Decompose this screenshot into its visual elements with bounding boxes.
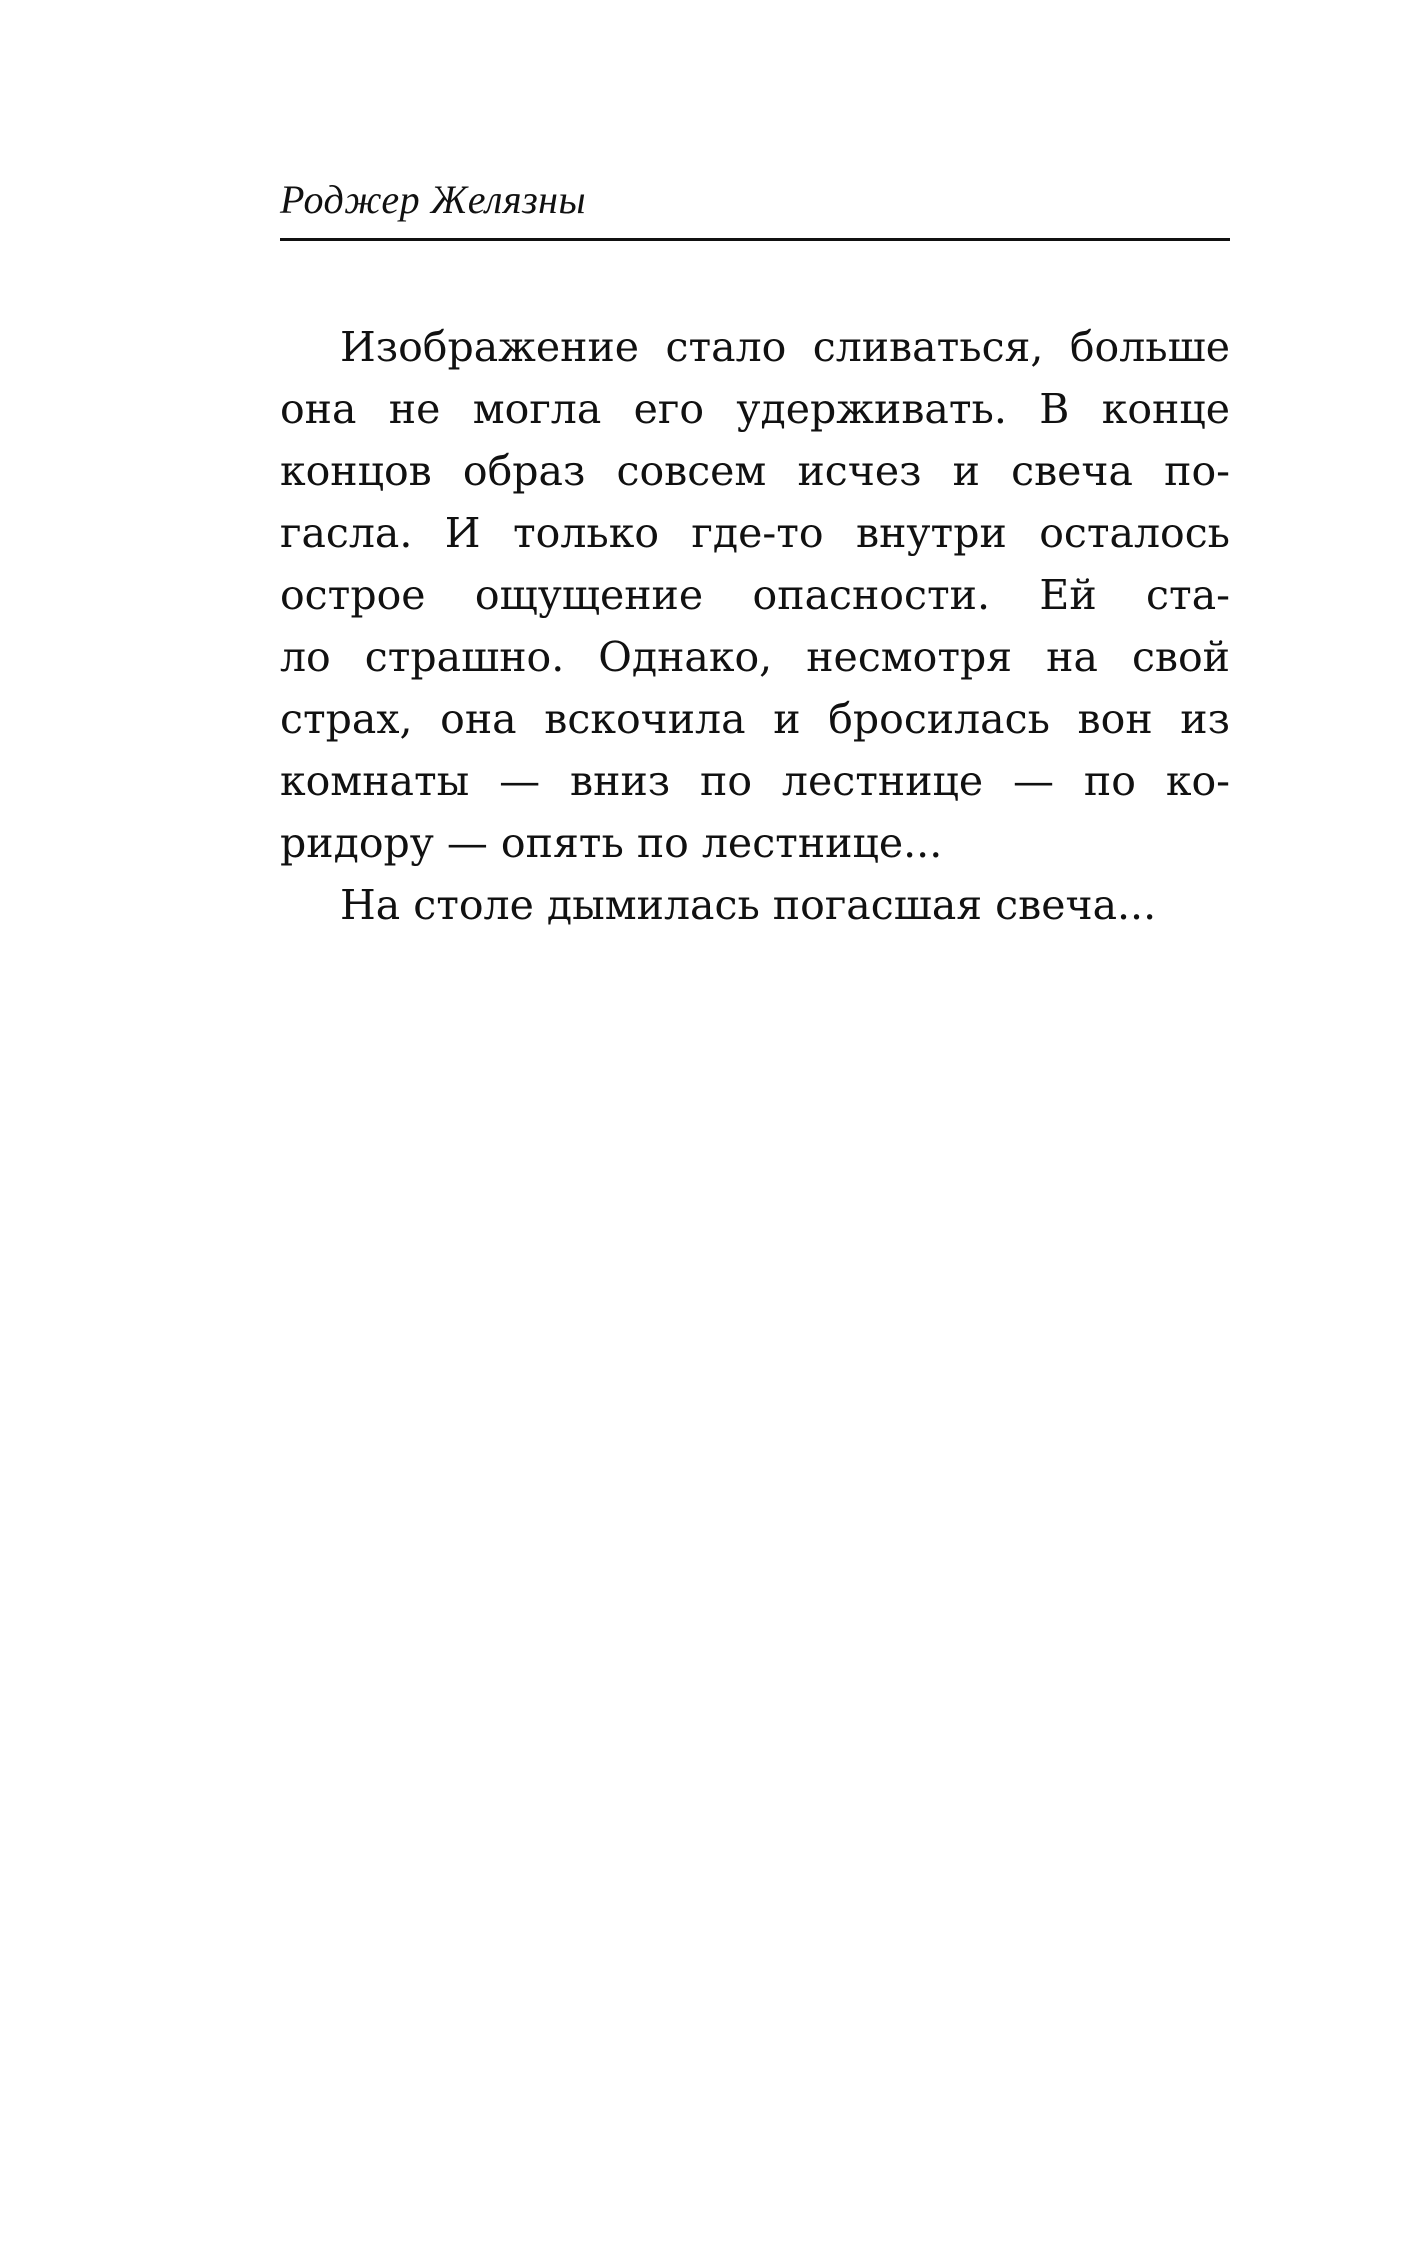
- page-body-text: [280, 316, 1230, 936]
- text-line: острое ощущение опасности. Ей ста-: [280, 571, 1230, 619]
- text-line: страх, она вскочила и бросилась вон из: [280, 695, 1230, 743]
- text-line: ло страшно. Однако, несмотря на свой: [280, 633, 1230, 681]
- header-rule: [280, 238, 1230, 241]
- text-line: На столе дымилась погасшая свеча...: [340, 881, 1157, 929]
- text-line: комнаты — вниз по лестнице — по ко-: [280, 757, 1230, 805]
- text-line: она не могла его удерживать. В конце: [280, 385, 1230, 433]
- text-line: Изображение стало сливаться, больше: [340, 323, 1230, 371]
- text-line: концов образ совсем исчез и свеча по-: [280, 447, 1230, 495]
- text-line: ридору — опять по лестнице...: [280, 819, 943, 867]
- text-line: гасла. И только где-то внутри осталось: [280, 509, 1230, 557]
- running-head-author: Роджер Желязны: [280, 177, 587, 222]
